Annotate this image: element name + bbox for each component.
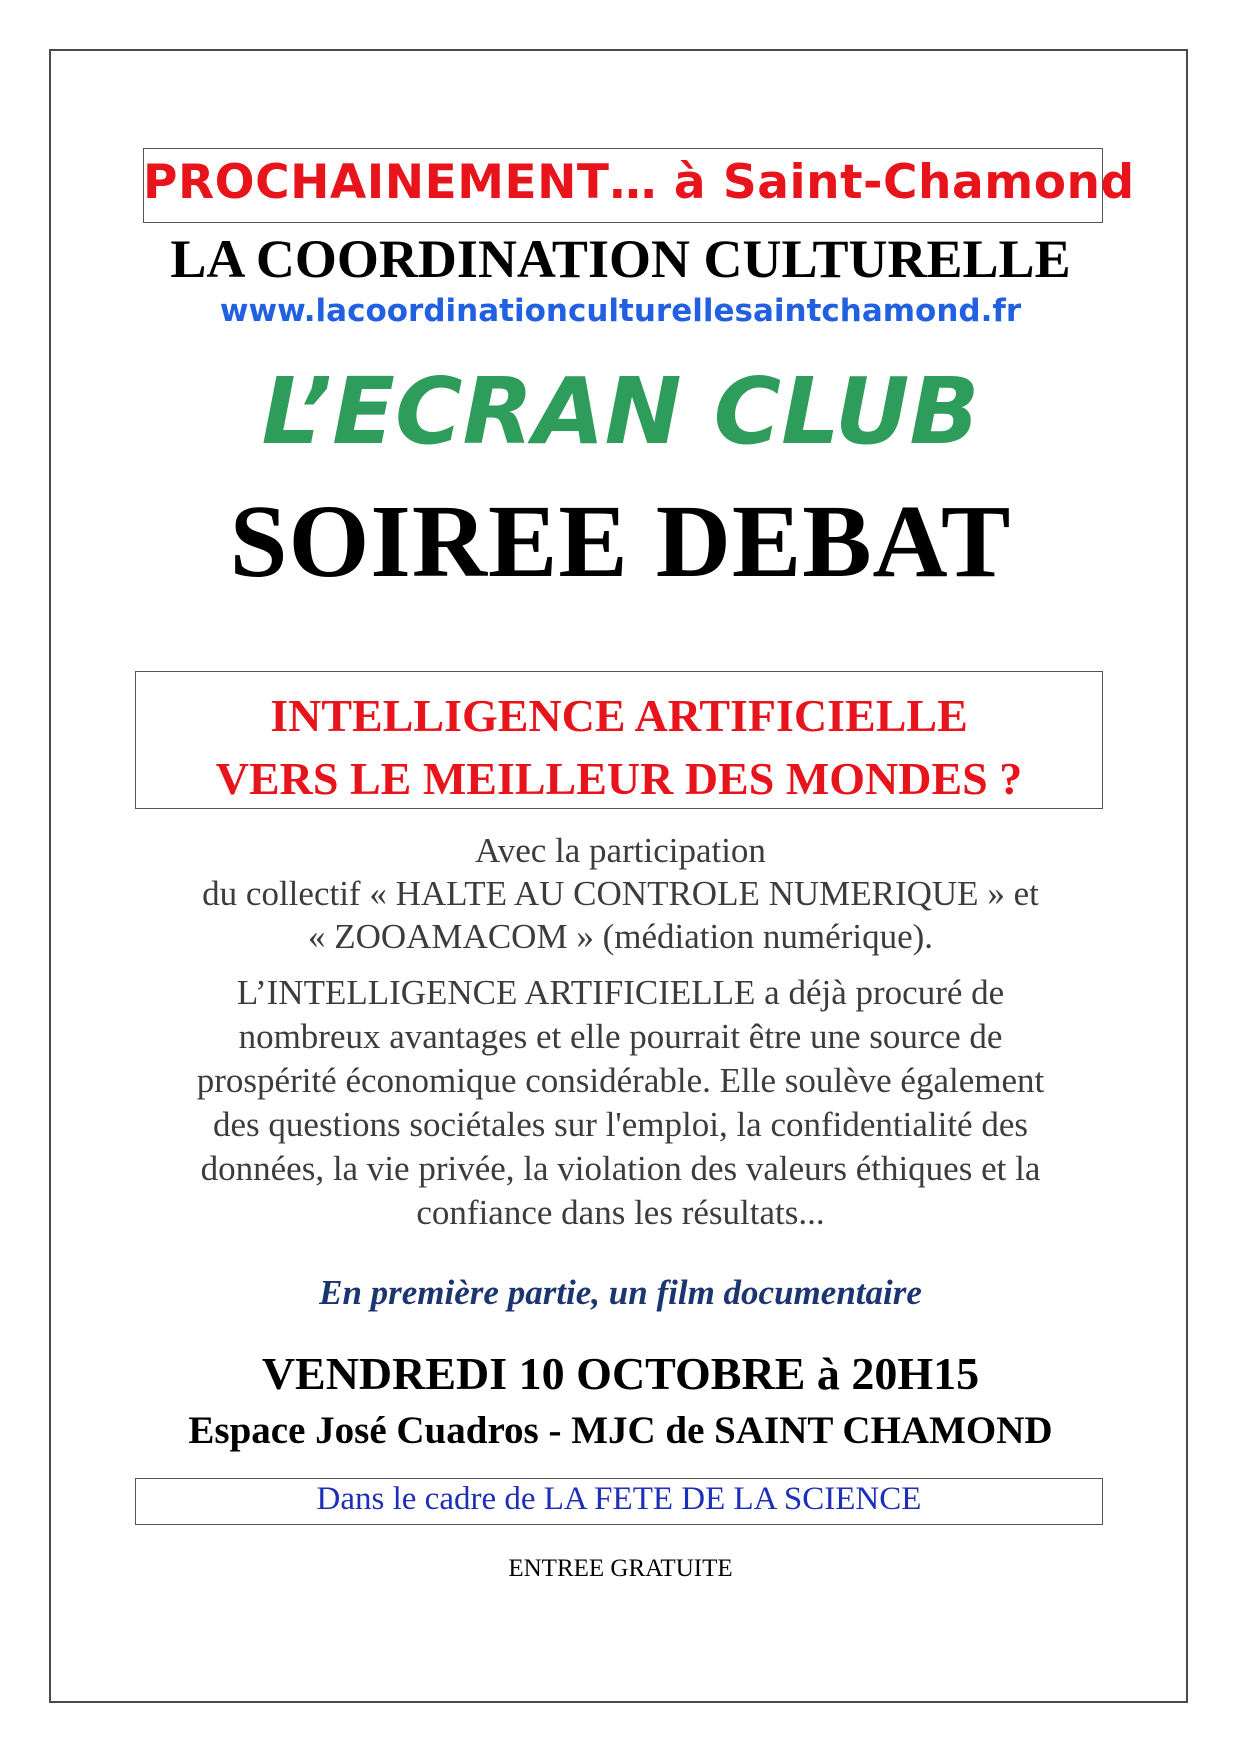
participation-line-1: Avec la participation [475, 831, 766, 870]
context-text: Dans le cadre de LA FETE DE LA SCIENCE [316, 1481, 922, 1517]
participation-line-3: « ZOOAMACOM » (médiation numérique). [307, 917, 934, 956]
admission-text: ENTREE GRATUITE [508, 1555, 733, 1582]
description-line-3: prospérité économique considérable. Elle soulève également [196, 1061, 1045, 1100]
description-line-2: nombreux avantages et elle pourrait être une source de [238, 1017, 1003, 1056]
description-line-6: confiance dans les résultats... [416, 1193, 825, 1232]
description-line-5: données, la vie privée, la violation des valeurs éthiques et la [200, 1149, 1041, 1188]
teaser-text: PROCHAINEMENT… à Saint-Chamond [143, 155, 1135, 210]
event-venue: Espace José Cuadros - MJC de SAINT CHAMOND [188, 1409, 1053, 1452]
website-link[interactable]: www.lacoordinationculturellesaintchamond.fr [219, 293, 1022, 329]
theme-line-1: INTELLIGENCE ARTIFICIELLE [270, 690, 968, 741]
participation-line-2: du collectif « HALTE AU CONTROLE NUMERIQUE » et [202, 874, 1039, 913]
event-type-title: SOIREE DEBAT [229, 484, 1012, 599]
theme-line-2: VERS LE MEILLEUR DES MONDES ? [215, 753, 1023, 804]
first-part-note: En première partie, un film documentaire [319, 1273, 922, 1312]
event-date: VENDREDI 10 OCTOBRE à 20H15 [261, 1348, 980, 1399]
description-line-1: L’INTELLIGENCE ARTIFICIELLE a déjà procuré de [236, 973, 1005, 1012]
organization-title: LA COORDINATION CULTURELLE [170, 229, 1071, 289]
club-name: L’ECRAN CLUB [261, 358, 980, 465]
description-line-4: des questions sociétales sur l'emploi, la confidentialité des [213, 1105, 1028, 1144]
